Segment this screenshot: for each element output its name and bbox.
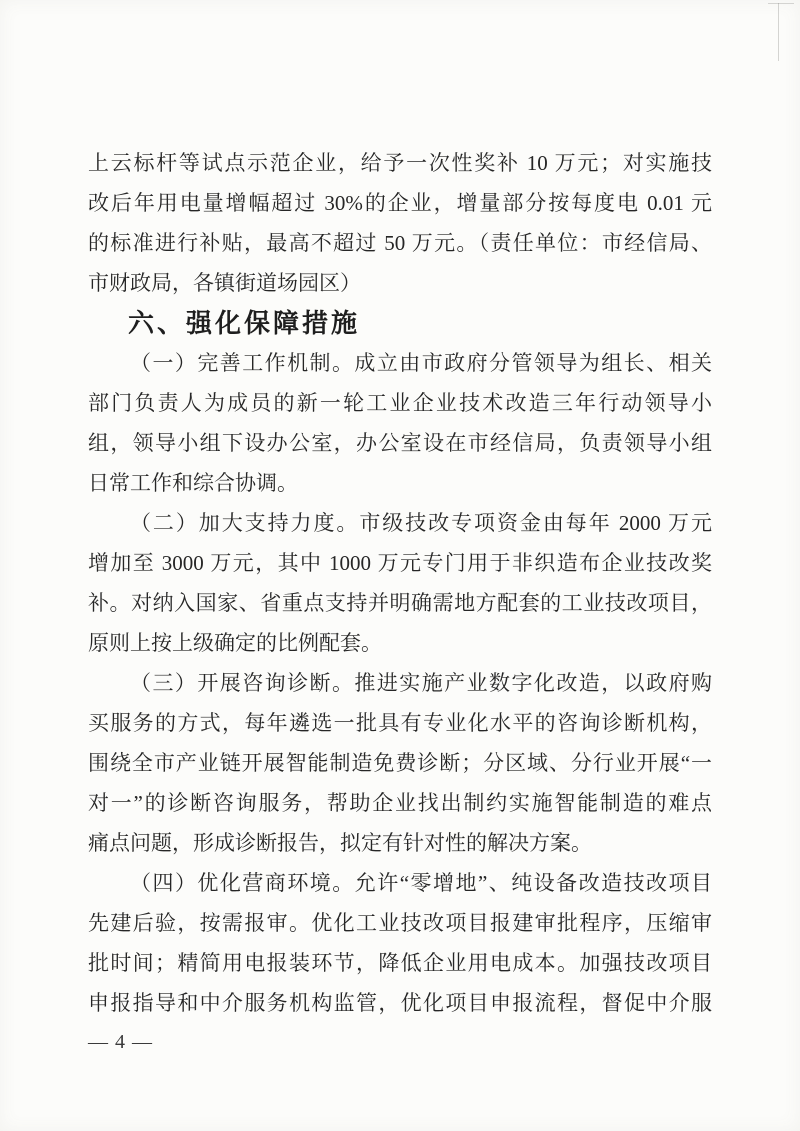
body-text-run: 先建后验，按需报审。优化工业技改项目报建审批程序，压缩审 xyxy=(88,911,712,935)
body-text-run: 补。对纳入国家、省重点支持并明确需地方配套的工业技改项目， xyxy=(88,591,712,615)
text-line xyxy=(88,183,712,223)
text-line xyxy=(88,143,712,183)
text-line xyxy=(88,503,712,543)
text-line xyxy=(88,583,712,623)
body-text-run: 日常工作和综合协调。 xyxy=(88,471,298,495)
section-heading xyxy=(88,303,712,343)
body-text-run: 对一”的诊断咨询服务，帮助企业找出制约实施智能制造的难点 xyxy=(88,791,712,815)
body-text-run: 申报指导和中介服务机构监管，优化项目申报流程，督促中介服 xyxy=(88,991,712,1015)
kaiti-text-run: （一）完善工作机制。 xyxy=(130,351,355,375)
body-text-run: 原则上按上级确定的比例配套。 xyxy=(88,631,382,655)
text-line xyxy=(88,343,712,383)
text-line xyxy=(88,823,712,863)
text-line xyxy=(88,943,712,983)
body-text-run: 买服务的方式，每年遴选一批具有专业化水平的咨询诊断机构， xyxy=(88,711,712,735)
body-text-run: 部门负责人为成员的新一轮工业企业技术改造三年行动领导小 xyxy=(88,391,712,415)
body-text-run: 增加至 3000 万元，其中 1000 万元专门用于非织造布企业技改奖 xyxy=(88,551,712,575)
body-text-run: 组，领导小组下设办公室，办公室设在市经信局，负责领导小组 xyxy=(88,431,712,455)
body-text-run: 批时间；精简用电报装环节，降低企业用电成本。加强技改项目 xyxy=(88,951,712,975)
body-text-run: 成立由市政府分管领导为组长、相关 xyxy=(354,351,712,375)
body-text-run: 市级技改专项资金由每年 2000 万元 xyxy=(359,511,712,535)
kaiti-text-run: （责任单位：市经信局、 xyxy=(478,231,712,255)
body-text-run: 允许“零增地”、纯设备改造技改项目 xyxy=(354,871,712,895)
text-line xyxy=(88,983,712,1023)
document-body xyxy=(88,143,712,1023)
text-line xyxy=(88,903,712,943)
text-line xyxy=(88,423,712,463)
heading-text: 六、强化保障措施 xyxy=(128,308,361,338)
text-line xyxy=(88,463,712,503)
text-line xyxy=(88,223,712,263)
text-line xyxy=(88,703,712,743)
text-line xyxy=(88,663,712,703)
body-text-run: 改后年用电量增幅超过 30%的企业，增量部分按每度电 0.01 元 xyxy=(88,191,712,215)
text-line xyxy=(88,863,712,903)
body-text-run: 围绕全市产业链开展智能制造免费诊断；分区域、分行业开展“一 xyxy=(88,751,712,775)
scan-edge-artifact-horizontal xyxy=(768,3,794,4)
kaiti-text-run: （四）优化营商环境。 xyxy=(130,871,355,895)
text-line xyxy=(88,623,712,663)
body-text-run: 推进实施产业数字化改造，以政府购 xyxy=(354,671,712,695)
scan-edge-artifact-vertical xyxy=(778,3,779,61)
kaiti-text-run: （三）开展咨询诊断。 xyxy=(130,671,355,695)
page-number: — 4 — xyxy=(88,1031,153,1053)
text-line xyxy=(88,263,712,303)
text-line xyxy=(88,383,712,423)
text-line xyxy=(88,783,712,823)
kaiti-text-run: 市财政局，各镇街道场园区） xyxy=(88,271,361,295)
body-text-run: 上云标杆等试点示范企业，给予一次性奖补 10 万元；对实施技 xyxy=(88,151,712,175)
body-text-run: 痛点问题，形成诊断报告，拟定有针对性的解决方案。 xyxy=(88,831,592,855)
text-line xyxy=(88,543,712,583)
kaiti-text-run: （二）加大支持力度。 xyxy=(130,511,360,535)
body-text-run: 的标准进行补贴，最高不超过 50 万元。 xyxy=(88,231,479,255)
text-line xyxy=(88,743,712,783)
